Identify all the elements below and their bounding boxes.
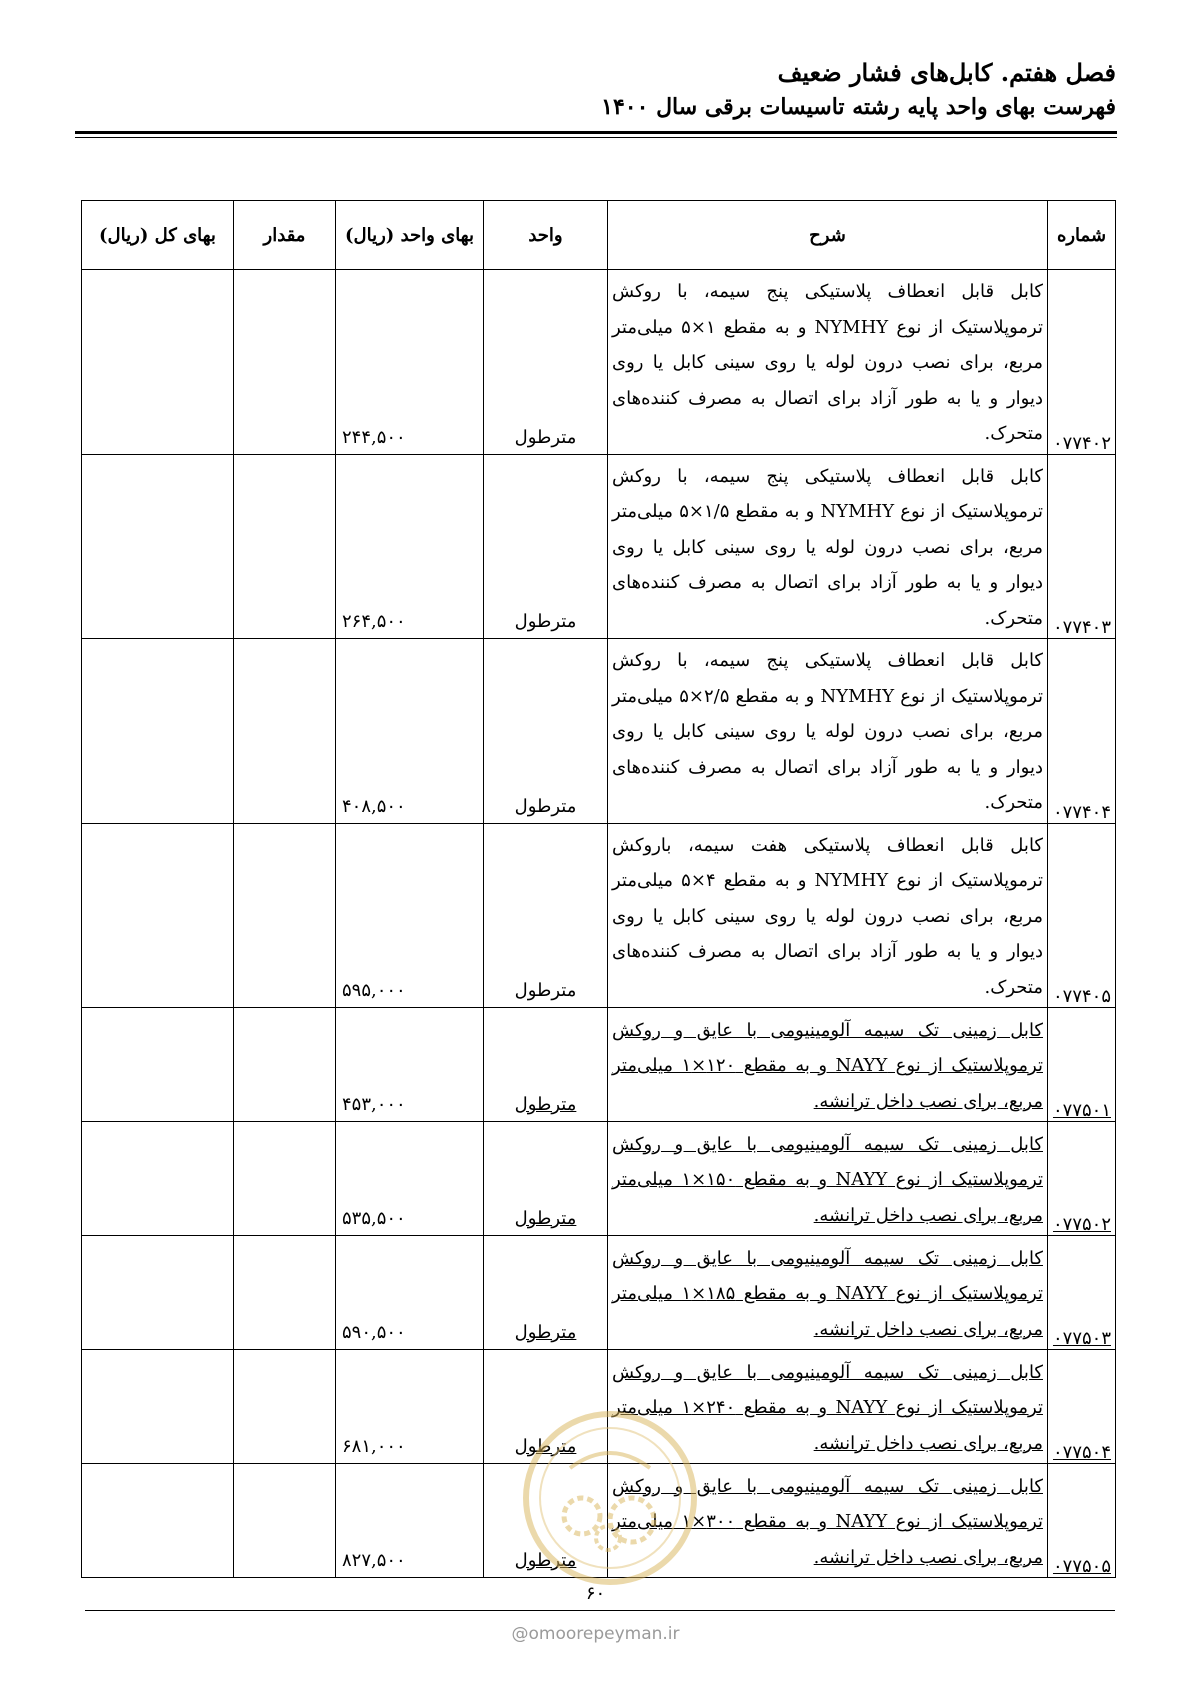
item-quantity (234, 1350, 336, 1464)
item-description: کابل قابل انعطاف پلاستیکی پنج سیمه، با روکش ترموپلاستیک از نوع NYMHY و به مقطع ۱×۵ میلی‌متر مربع، برای نصب درون لوله یا روی سینی کابل یا روی دیوار و یا به طور آزاد برای اتصال به مصرف کننده‌های متحرک. (608, 270, 1048, 455)
item-quantity (234, 1122, 336, 1236)
item-number: ۰۷۷۵۰۱ (1048, 1008, 1116, 1122)
item-number: ۰۷۷۵۰۴ (1048, 1350, 1116, 1464)
item-description: کابل قابل انعطاف پلاستیکی پنج سیمه، با روکش ترموپلاستیک از نوع NYMHY و به مقطع ۲/۵×۵ میلی‌متر مربع، برای نصب درون لوله یا روی سینی کابل یا روی دیوار و یا به طور آزاد برای اتصال به مصرف کننده‌های متحرک. (608, 639, 1048, 824)
item-unit-price: ۸۲۷,۵۰۰ (336, 1464, 484, 1578)
column-header-description: شرح (608, 201, 1048, 270)
table-row (82, 270, 1116, 455)
item-unit: مترطول (484, 823, 608, 1008)
item-number: ۰۷۷۵۰۳ (1048, 1236, 1116, 1350)
item-total-price (82, 454, 234, 639)
item-unit: مترطول (484, 1350, 608, 1464)
item-total-price (82, 1008, 234, 1122)
table-header-row (82, 201, 1116, 270)
item-description: کابل قابل انعطاف پلاستیکی پنج سیمه، با روکش ترموپلاستیک از نوع NYMHY و به مقطع ۱/۵×۵ میلی‌متر مربع، برای نصب درون لوله یا روی سینی کابل یا روی دیوار و یا به طور آزاد برای اتصال به مصرف کننده‌های متحرک. (608, 454, 1048, 639)
item-unit-price: ۲۴۴,۵۰۰ (336, 270, 484, 455)
item-unit: مترطول (484, 1122, 608, 1236)
table-row (82, 1122, 1116, 1236)
item-quantity (234, 270, 336, 455)
item-description: کابل زمینی تک سیمه آلومینیومی با عایق و روکش ترموپلاستیک از نوع NAYY و به مقطع ۱۵۰×۱ میلی‌متر مربع، برای نصب داخل ترانشه. (608, 1122, 1048, 1236)
item-total-price (82, 1350, 234, 1464)
column-header-number: شماره (1048, 201, 1116, 270)
table-row (82, 1350, 1116, 1464)
item-number: ۰۷۷۴۰۳ (1048, 454, 1116, 639)
item-unit: مترطول (484, 1008, 608, 1122)
item-unit: مترطول (484, 1464, 608, 1578)
item-description: کابل قابل انعطاف پلاستیکی هفت سیمه، باروکش ترموپلاستیک از نوع NYMHY و به مقطع ۴×۵ میلی‌متر مربع، برای نصب درون لوله یا روی سینی کابل یا روی دیوار و یا به طور آزاد برای اتصال به مصرف کننده‌های متحرک. (608, 823, 1048, 1008)
item-unit-price: ۴۵۳,۰۰۰ (336, 1008, 484, 1122)
item-quantity (234, 1464, 336, 1578)
item-description: کابل زمینی تک سیمه آلومینیومی با عایق و روکش ترموپلاستیک از نوع NAYY و به مقطع ۲۴۰×۱ میلی‌متر مربع، برای نصب داخل ترانشه. (608, 1350, 1048, 1464)
table-row (82, 1236, 1116, 1350)
table-row (82, 454, 1116, 639)
header-rule-thin (75, 137, 1117, 138)
item-number: ۰۷۷۵۰۵ (1048, 1464, 1116, 1578)
item-total-price (82, 1236, 234, 1350)
item-unit-price: ۶۸۱,۰۰۰ (336, 1350, 484, 1464)
website-watermark: @omoorepeyman.ir (511, 1624, 680, 1644)
item-unit-price: ۵۹۵,۰۰۰ (336, 823, 484, 1008)
item-total-price (82, 823, 234, 1008)
column-header-total-price: بهای کل (ریال) (82, 201, 234, 270)
item-number: ۰۷۷۴۰۴ (1048, 639, 1116, 824)
table-row (82, 1008, 1116, 1122)
chapter-title: فصل هفتم. کابل‌های فشار ضعیف (777, 58, 1116, 87)
item-number: ۰۷۷۴۰۵ (1048, 823, 1116, 1008)
page-header (76, 56, 1116, 124)
page-number: ۶۰ (585, 1583, 606, 1604)
item-number: ۰۷۷۴۰۲ (1048, 270, 1116, 455)
table-row (82, 639, 1116, 824)
item-unit: مترطول (484, 1236, 608, 1350)
item-quantity (234, 454, 336, 639)
column-header-quantity: مقدار (234, 201, 336, 270)
document-subtitle: فهرست بهای واحد پایه رشته تاسیسات برقی سال ۱۴۰۰ (601, 94, 1116, 120)
item-unit-price: ۵۳۵,۵۰۰ (336, 1122, 484, 1236)
footer-rule (85, 1610, 1115, 1611)
item-description: کابل زمینی تک سیمه آلومینیومی با عایق و روکش ترموپلاستیک از نوع NAYY و به مقطع ۱۸۵×۱ میلی‌متر مربع، برای نصب داخل ترانشه. (608, 1236, 1048, 1350)
item-quantity (234, 1008, 336, 1122)
item-total-price (82, 1122, 234, 1236)
item-total-price (82, 1464, 234, 1578)
item-total-price (82, 270, 234, 455)
item-description: کابل زمینی تک سیمه آلومینیومی با عایق و روکش ترموپلاستیک از نوع NAYY و به مقطع ۱۲۰×۱ میلی‌متر مربع، برای نصب داخل ترانشه. (608, 1008, 1048, 1122)
column-header-unit: واحد (484, 201, 608, 270)
item-description: کابل زمینی تک سیمه آلومینیومی با عایق و روکش ترموپلاستیک از نوع NAYY و به مقطع ۳۰۰×۱ میلی‌متر مربع، برای نصب داخل ترانشه. (608, 1464, 1048, 1578)
item-unit: مترطول (484, 270, 608, 455)
price-list-table (81, 200, 1116, 1578)
item-unit-price: ۴۰۸,۵۰۰ (336, 639, 484, 824)
item-number: ۰۷۷۵۰۲ (1048, 1122, 1116, 1236)
table-row (82, 823, 1116, 1008)
item-unit-price: ۵۹۰,۵۰۰ (336, 1236, 484, 1350)
table-row (82, 1464, 1116, 1578)
header-rule (75, 131, 1117, 134)
item-total-price (82, 639, 234, 824)
column-header-unit-price: بهای واحد (ریال) (336, 201, 484, 270)
item-quantity (234, 823, 336, 1008)
item-unit-price: ۲۶۴,۵۰۰ (336, 454, 484, 639)
item-quantity (234, 639, 336, 824)
item-unit: مترطول (484, 639, 608, 824)
item-unit: مترطول (484, 454, 608, 639)
item-quantity (234, 1236, 336, 1350)
